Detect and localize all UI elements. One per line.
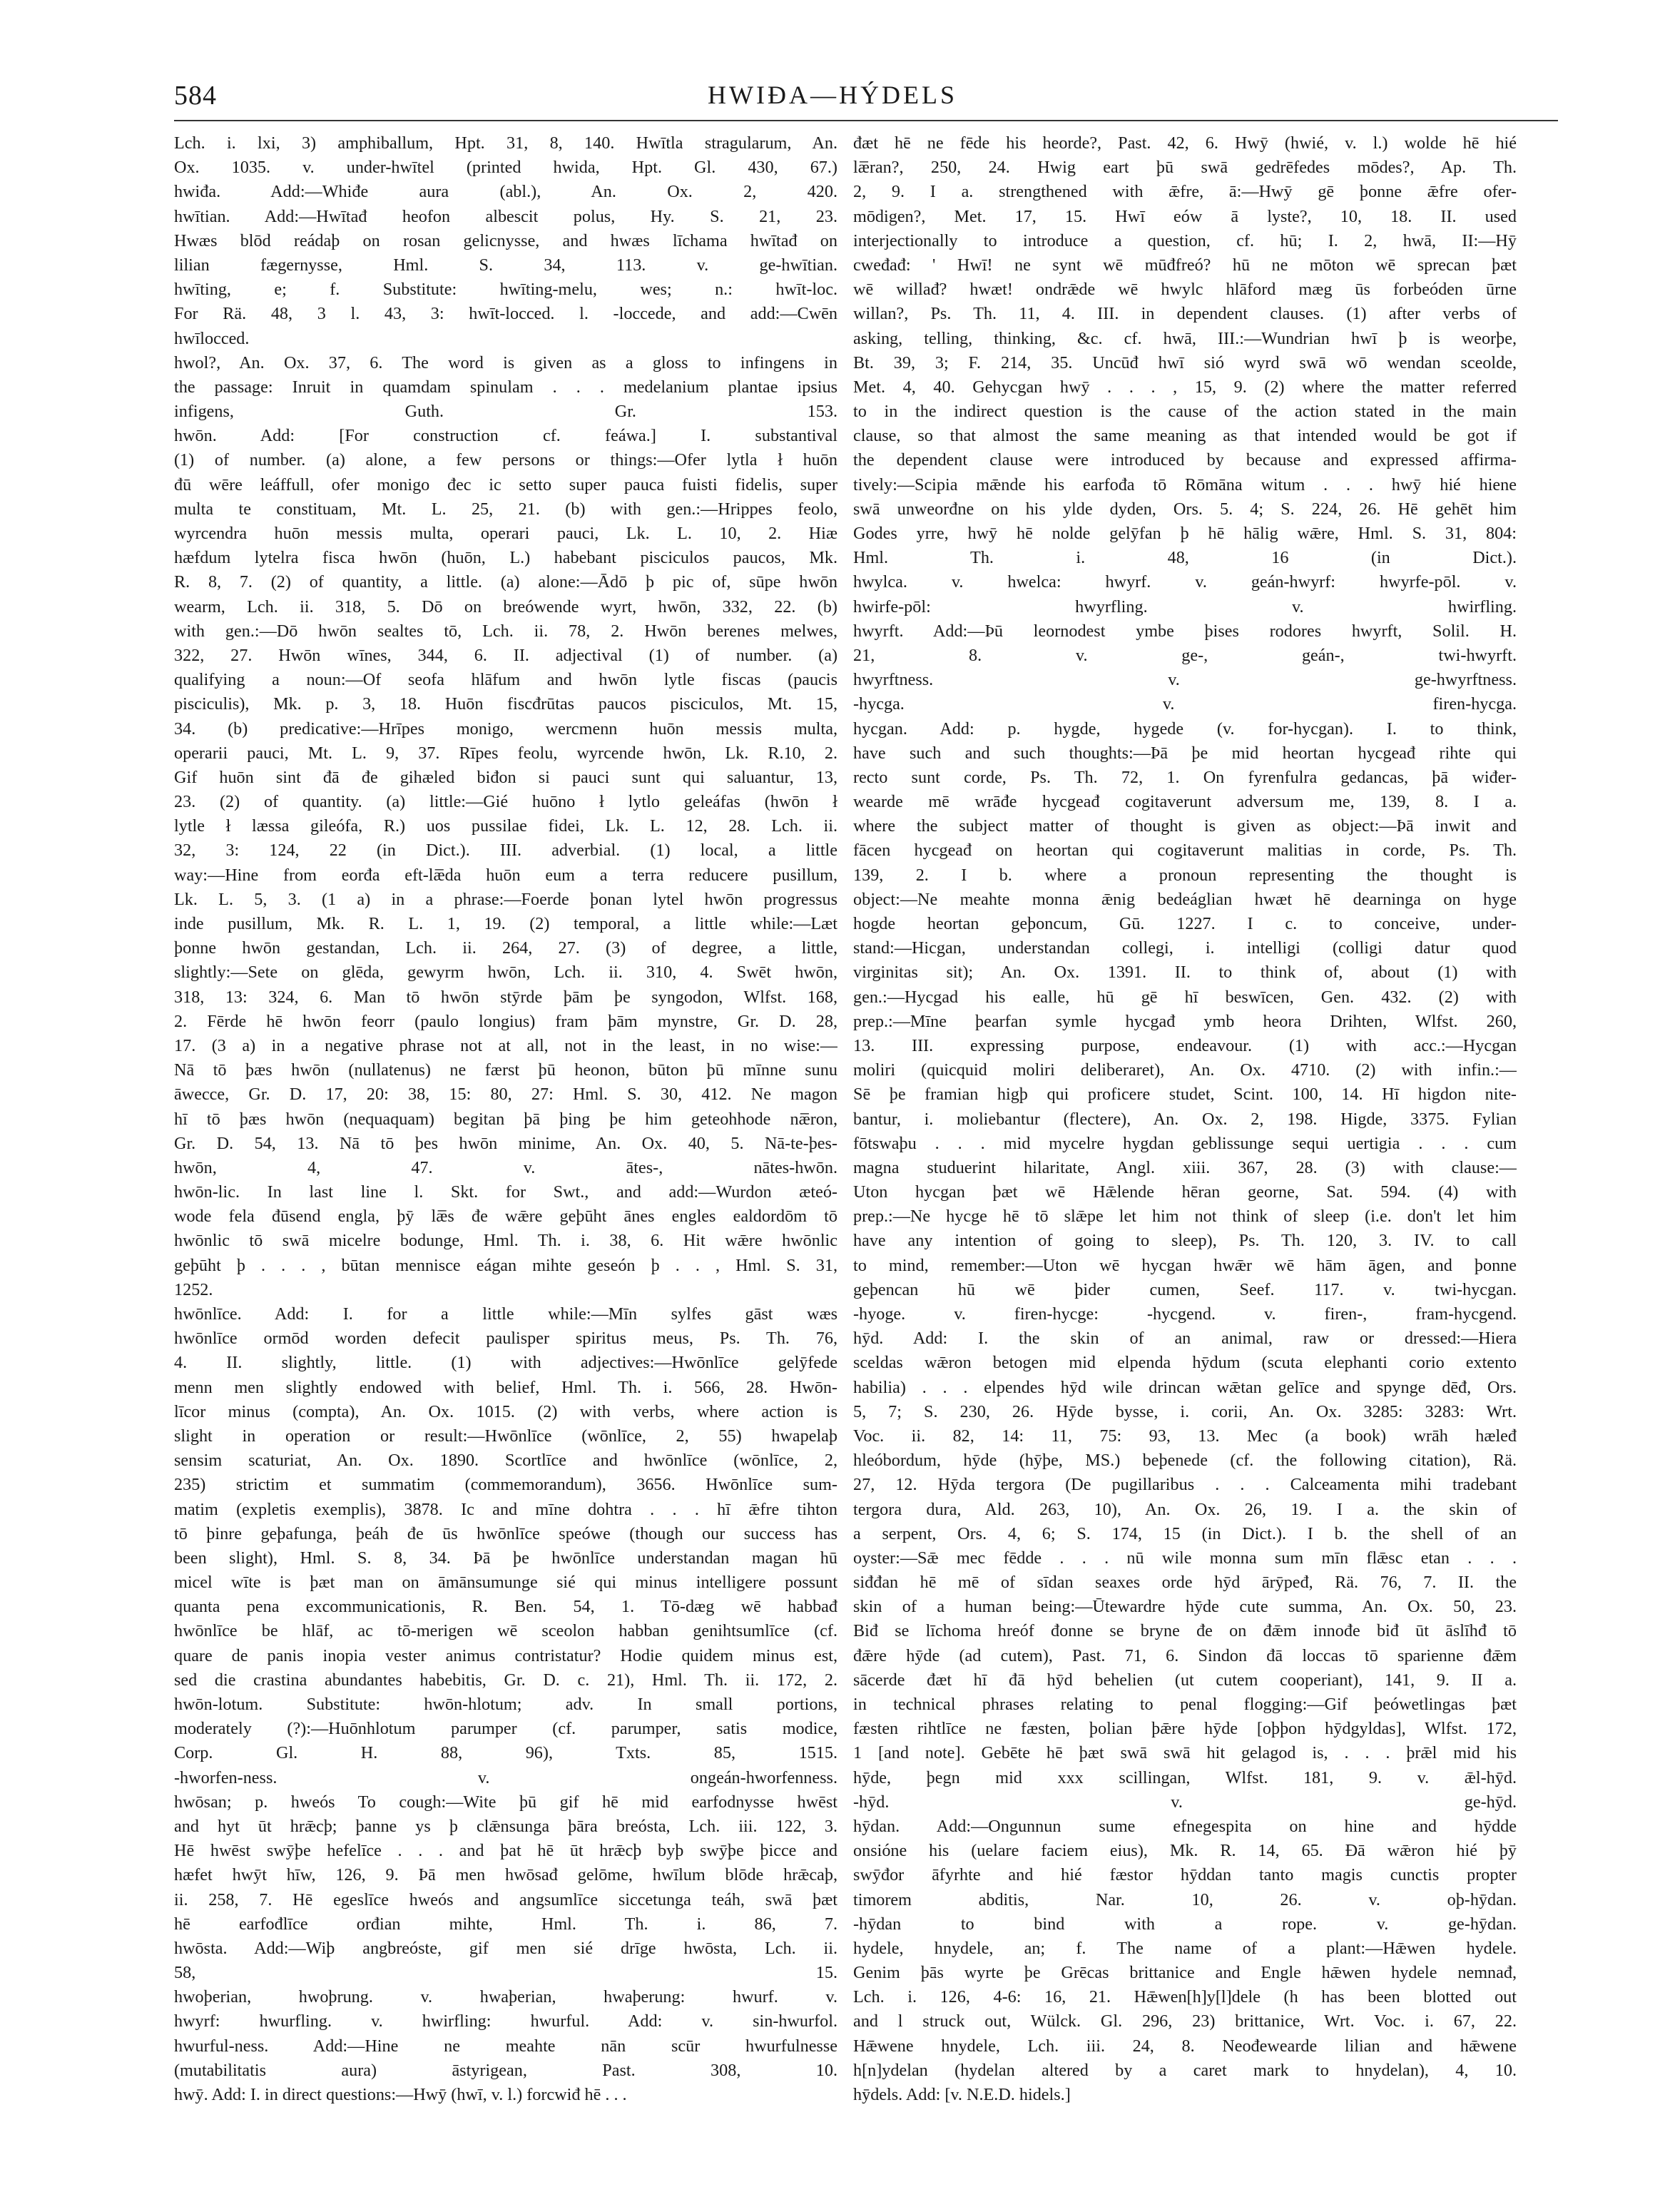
text-line: recto sunt corde, Ps. Th. 72, 1. On fyrenfulra gedancas, þā wiđer-: [853, 767, 1517, 787]
text-line: 1252.: [174, 1279, 213, 1299]
left-column: [174, 131, 837, 2107]
text-line: Voc. ii. 82, 14: 11, 75: 93, 13. Mec (a book) wrāh hæleđ: [853, 1426, 1517, 1446]
text-line: hwyrf: hwurfling. v. hwirfling: hwurful. Add: v. sin-hwurfol.: [174, 2011, 837, 2031]
text-line: skin of a human being:—Ūtewardre hȳde cute summa, An. Ox. 50, 23.: [853, 1597, 1517, 1617]
text-line: 4. II. slightly, little. (1) with adjectives:—Hwōnlīce gelȳfede: [174, 1353, 837, 1373]
text-line: prep.:—Mīne þearfan symle hycgađ ymb heora Drihten, Wlfst. 260,: [853, 1011, 1517, 1031]
text-line: fæsten rihtlīce ne fæsten, þolian þǣre hȳde [oþþon hȳdgyldas], Wlfst. 172,: [853, 1719, 1517, 1739]
text-line: to in the indirect question is the cause of the action stated in the main: [853, 402, 1517, 422]
text-line: 58, 15.: [174, 1963, 837, 1983]
text-line: 32, 3: 124, 22 (in Dict.). III. adverbial. (1) local, a little: [174, 841, 837, 861]
text-line: 1 [and note]. Gebēte hē þæt swā swā hit gelagod is, . . . þrǣl mid his: [853, 1743, 1517, 1763]
text-line: timorem abditis, Nar. 10, 26. v. oþ-hȳdan.: [853, 1889, 1517, 1909]
text-line: 235) strictim et summatim (commemorandum), 3656. Hwōnlīce sum-: [174, 1475, 837, 1495]
text-line: object:—Ne meahte monna ǣnig bedeáglian hwæt hē dearninga on hyge: [853, 889, 1517, 909]
text-line: slightly:—Sete on glēda, gewyrm hwōn, Lch. ii. 310, 4. Swēt hwōn,: [174, 963, 837, 983]
text-line: magna studuerint hilaritate, Angl. xiii. 367, 28. (3) with clause:—: [853, 1157, 1517, 1177]
text-line: hleóbordum, hȳde (hȳþe, MS.) beþenede (cf. the following citation), Rä.: [853, 1451, 1517, 1471]
text-line: inde pusillum, Mk. R. L. 1, 19. (2) temporal, a little while:—Læt: [174, 914, 837, 933]
text-line: with gen.:—Dō hwōn sealtes tō, Lch. ii. 78, 2. Hwōn berenes melwes,: [174, 621, 837, 641]
text-line: moliri (quicquid moliri deliberaret), An. Ox. 4710. (2) with infin.:—: [853, 1060, 1517, 1080]
text-line: Gif huōn sint đā đe gihæled biđon si pauci sunt qui saluantur, 13,: [174, 767, 837, 787]
text-line: tively:—Scipia mǣnde his earfođa tō Rōmāna witum . . . hwȳ hié hiene: [853, 475, 1517, 494]
text-line: onsióne his (uelare faciem eius), Mk. R. 14, 65. Đā wǣron hié þȳ: [853, 1841, 1517, 1861]
text-line: Biđ se līchoma hreóf đonne se bryne đe on đǣm innođe biđ ūt āslīhđ tō: [853, 1621, 1517, 1641]
text-line: wearm, Lch. ii. 318, 5. Dō on breówende wyrt, hwōn, 332, 22. (b): [174, 597, 837, 617]
text-line: Nā tō þæs hwōn (nullatenus) ne færst þū heonon, būton þū mīnne sunu: [174, 1060, 837, 1080]
text-line: Lch. i. lxi, 3) amphiballum, Hpt. 31, 8, 140. Hwītla stragularum, An.: [174, 133, 837, 153]
text-line: 5, 7; S. 230, 26. Hȳde bysse, i. corii, An. Ox. 3285: 3283: Wrt.: [853, 1401, 1517, 1421]
text-line: willan?, Ps. Th. 11, 4. III. in dependent clauses. (1) after verbs of: [853, 304, 1517, 324]
text-line: Lk. L. 5, 3. (1 a) in a phrase:—Foerde þonan lytel hwōn progressus: [174, 889, 837, 909]
text-line: 23. (2) of quantity. (a) little:—Gié huōno ł lytlo geleáfas (hwōn ł: [174, 792, 837, 812]
text-line: Ox. 1035. v. under-hwītel (printed hwida, Hpt. Gl. 430, 67.): [174, 158, 837, 178]
text-line: bantur, i. moliebantur (flectere), An. Ox. 2, 198. Higde, 3375. Fylian: [853, 1109, 1517, 1129]
text-line: micel wīte is þæt man on āmānsumunge sié qui minus intelligere possunt: [174, 1573, 837, 1593]
text-line: fōtswaþu . . . mid mycelre hygdan geblissunge sequi uertigia . . . cum: [853, 1133, 1517, 1153]
text-line: sensim scaturiat, An. Ox. 1890. Scortlīce and hwōnlīce (wōnlīce, 2,: [174, 1451, 837, 1471]
text-line: have any intention of going to sleep), Ps. Th. 120, 3. IV. to call: [853, 1231, 1517, 1251]
text-line: sācerde đæt hī đā hȳd behelien (ut cutem cooperiant), 141, 9. II a.: [853, 1670, 1517, 1690]
text-line: hwiđa. Add:—Whiđe aura (abl.), An. Ox. 2, 420.: [174, 182, 837, 202]
text-line: þonne hwōn gestandan, Lch. ii. 264, 27. (3) of degree, a little,: [174, 938, 837, 958]
text-line: and l struck out, Wülck. Gl. 296, 23) brittanice, Wrt. Voc. i. 67, 22.: [853, 2011, 1517, 2031]
text-line: āwecce, Gr. D. 17, 20: 38, 15: 80, 27: Hml. S. 30, 412. Ne magon: [174, 1085, 837, 1105]
text-line: where the subject matter of thought is given as object:—Þā inwit and: [853, 816, 1517, 836]
text-line: wyrcendra huōn messis multa, operari pauci, Lk. L. 10, 2. Hiæ: [174, 524, 837, 543]
text-line: hwōnlīce ormōd worden defecit paulisper spiritus meus, Ps. Th. 76,: [174, 1329, 837, 1349]
text-line: līcor minus (compta), An. Ox. 1015. (2) with verbs, where action is: [174, 1401, 837, 1421]
text-line: Gr. D. 54, 13. Nā tō þes hwōn minime, An. Ox. 40, 5. Nā-te-þes-: [174, 1133, 837, 1153]
text-line: have such and such thoughts:—Þā þe mid heortan hycgeađ rihte qui: [853, 743, 1517, 763]
text-line: way:—Hine from eorđa eft-læ̅da huōn eum a terra reducere pusillum,: [174, 865, 837, 885]
text-line: cweđađ: ' Hwī! ne synt wē mūđfreó? hū ne mōton wē sprecan þæt: [853, 255, 1517, 275]
text-line: wē willađ? hwæt! ondrǣde wē hwylc hlāford mæg ūs forbeóden ūrne: [853, 280, 1517, 300]
text-line: pisciculis), Mk. p. 3, 18. Huōn fiscđrūtas paucos pisciculos, Mt. 15,: [174, 694, 837, 714]
text-line: hwȳ. Add: I. in direct questions:—Hwȳ (hwī, v. l.) forcwiđ hē . . .: [174, 2085, 627, 2104]
text-line: hwōsta. Add:—Wiþ angbreóste, gif men sié drīge hwōsta, Lch. ii.: [174, 1938, 837, 1958]
text-line: quanta pena excommunicationis, R. Ben. 54, 1. Tō-dæg wē habbađ: [174, 1597, 837, 1617]
text-line: -hycga. v. firen-hycga.: [853, 694, 1517, 714]
text-line: tergora dura, Ald. 263, 10), An. Ox. 26, 19. I a. the skin of: [853, 1499, 1517, 1519]
text-line: hwōsan; p. hweós To cough:—Wite þū gif hē mid earfodnysse hwēst: [174, 1792, 837, 1812]
text-line: R. 8, 7. (2) of quantity, a little. (a) alone:—Ādō þ pic of, sūpe hwōn: [174, 572, 837, 592]
text-line: hwyrft. Add:—Þū leornodest ymbe þises rodores hwyrft, Solil. H.: [853, 621, 1517, 641]
text-line: gen.:—Hycgad his ealle, hū gē hī beswīcen, Gen. 432. (2) with: [853, 987, 1517, 1007]
text-line: hwirfe-pōl: hwyrfling. v. hwirfling.: [853, 597, 1517, 617]
text-line: 139, 2. I b. where a pronoun representing the thought is: [853, 865, 1517, 885]
text-line: 318, 13: 324, 6. Man tō hwōn stȳrde þām þe syngodon, Wlfst. 168,: [174, 987, 837, 1007]
text-line: Met. 4, 40. Gehycgan hwȳ . . . , 15, 9. (2) where the matter referred: [853, 377, 1517, 397]
text-line: Hē hwēst swȳþe hefelīce . . . and þat hē ūt hrǣcþ byþ swȳþe þicce and: [174, 1841, 837, 1861]
text-line: lytle ł læssa gileófa, R.) uos pussilae fidei, Lk. L. 12, 28. Lch. ii.: [174, 816, 837, 836]
text-line: hwōnlīce be hlāf, ac tō-merigen wē sceolon habban genihtsumlīce (cf.: [174, 1621, 837, 1641]
text-line: been slight), Hml. S. 8, 34. Þā þe hwōnlīce understandan magan hū: [174, 1548, 837, 1568]
text-line: wearde mē wrāđe hycgeađ cogitaverunt adversum me, 139, 8. I a.: [853, 792, 1517, 812]
text-line: hwol?, An. Ox. 37, 6. The word is given as a gloss to infingens in: [174, 352, 837, 372]
text-line: hydele, hnydele, an; f. The name of a plant:—Hǣwen hydele.: [853, 1938, 1517, 1958]
page-number: 584: [174, 81, 217, 111]
text-line: hē earfođlīce orđian mihte, Hml. Th. i. 86, 7.: [174, 1914, 837, 1934]
text-line: -hyoge. v. firen-hycge: -hycgend. v. firen-, fram-hycgend.: [853, 1304, 1517, 1324]
text-line: in technical phrases relating to penal flogging:—Gif þeówetlingas þæt: [853, 1695, 1517, 1714]
text-line: multa te constituam, Mt. L. 25, 21. (b) with gen.:—Hrippes feolo,: [174, 499, 837, 519]
text-line: hȳdels. Add: [v. N.E.D. hidels.]: [853, 2085, 1071, 2104]
text-line: qualifying a noun:—Of seofa hlāfum and hwōn lytle fiscas (paucis: [174, 670, 837, 690]
text-line: 322, 27. Hwōn wīnes, 344, 6. II. adjectival (1) of number. (a): [174, 645, 837, 665]
text-line: stand:—Hicgan, understandan collegi, i. intelligi (colligi datur quod: [853, 938, 1517, 958]
text-line: đǣre hȳde (ad cutem), Past. 71, 6. Sindon đā loccas tō sparienne đǣm: [853, 1645, 1517, 1665]
text-line: swā unweorđne on his ylde dyden, Ors. 5. 4; S. 224, 26. Hē gehēt him: [853, 499, 1517, 519]
text-line: Hwæs blōd reádaþ on rosan gelicnysse, and hwæs līchama hwītađ on: [174, 230, 837, 250]
right-column: [853, 131, 1517, 2107]
text-line: and hyt ūt hrǣcþ; þanne ys þ clǣnsunga þāra breósta, Lch. iii. 122, 3.: [174, 1816, 837, 1836]
text-line: (1) of number. (a) alone, a few persons or things:—Ofer lytla ł huōn: [174, 450, 837, 470]
text-line: wode fela đūsend engla, þȳ læ̅s đe wǣre geþūht ānes engles ealdordōm tō: [174, 1207, 837, 1227]
text-line: tō þinre geþafunga, þeáh đe ūs hwōnlīce speówe (though our success has: [174, 1523, 837, 1543]
text-line: habilia) . . . elpendes hȳd wile drincan wǣtan gelīce and spynge dēđ, Ors.: [853, 1377, 1517, 1397]
text-line: clause, so that almost the same meaning as that intended would be got if: [853, 426, 1517, 446]
text-line: Sē þe framian higþ qui proficere studet, Scint. 100, 14. Hī higdon nite-: [853, 1085, 1517, 1105]
text-line: 2. Fērde hē hwōn feorr (paulo longius) fram þām mynstre, Gr. D. 28,: [174, 1011, 837, 1031]
text-line: hycgan. Add: p. hygde, hygede (v. for-hycgan). I. to think,: [853, 719, 1517, 739]
text-line: mōdigen?, Met. 17, 15. Hwī eów ā lyste?, 10, 18. II. used: [853, 206, 1517, 226]
text-line: hwīlocced.: [174, 328, 250, 348]
text-line: virginitas sit); An. Ox. 1391. II. to think of, about (1) with: [853, 963, 1517, 983]
text-line: -hȳdan to bind with a rope. v. ge-hȳdan.: [853, 1914, 1517, 1934]
text-line: the dependent clause were introduced by because and expressed affirma-: [853, 450, 1517, 470]
text-line: to mind, remember:—Uton wē hycgan hwǣr wē hām āgen, and þonne: [853, 1255, 1517, 1275]
text-line: quare de panis inopia vester animus contristatur? Hodie quidem minus est,: [174, 1645, 837, 1665]
text-line: 34. (b) predicative:—Hrīpes monigo, wercmenn huōn messis multa,: [174, 719, 837, 739]
text-line: the passage: Inruit in quamdam spinulam . . . medelanium plantae ipsius: [174, 377, 837, 397]
text-line: moderately (?):—Huōnhlotum parumper (cf. parumper, satis modice,: [174, 1719, 837, 1739]
text-line: matim (expletis exemplis), 3878. Ic and mīne dohtra . . . hī ǣfre tihton: [174, 1499, 837, 1519]
text-line: ii. 258, 7. Hē egeslīce hweós and angsumlīce siccetunga teáh, swā þæt: [174, 1889, 837, 1909]
text-line: sceldas wǣron betogen mid elpenda hȳdum (scuta elephanti corio extento: [853, 1353, 1517, 1373]
text-line: Corp. Gl. H. 88, 96), Txts. 85, 1515.: [174, 1743, 837, 1763]
text-line: infigens, Guth. Gr. 153.: [174, 402, 837, 422]
text-line: fācen hycgeađ on heortan qui cogitaverunt malitias in corde, Ps. Th.: [853, 841, 1517, 861]
text-line: 21, 8. v. ge-, geán-, twi-hwyrft.: [853, 645, 1517, 665]
text-line: hwurful-ness. Add:—Hine ne meahte nān scūr hwurfulnesse: [174, 2036, 837, 2056]
text-line: 17. (3 a) in a negative phrase not at all, not in the least, in no wise:—: [174, 1035, 837, 1055]
text-line: hæfet hwȳt hīw, 126, 9. Þā men hwōsađ gelōme, hwīlum blōde hrǣcaþ,: [174, 1865, 837, 1885]
text-line: hȳd. Add: I. the skin of an animal, raw or dressed:—Hiera: [853, 1329, 1517, 1349]
text-line: siđđan hē mē of sīdan seaxes orde hȳd ārȳpeđ, Rä. 76, 7. II. the: [853, 1573, 1517, 1593]
text-line: h[n]ydelan (hydelan altered by a caret mark to hnydelan), 4, 10.: [853, 2060, 1517, 2080]
text-line: For Rä. 48, 3 l. 43, 3: hwīt-locced. l. -loccede, and add:—Cwēn: [174, 304, 837, 324]
text-line: hæfdum lytelra fisca hwōn (huōn, L.) habebant pisciculos paucos, Mk.: [174, 548, 837, 568]
text-line: hȳdan. Add:—Ongunnun sume efnegespita on hine and hȳdde: [853, 1816, 1517, 1836]
text-line: Lch. i. 126, 4-6: 16, 21. Hǣwen[h]y[l]dele (h has been blotted out: [853, 1987, 1517, 2007]
text-line: menn men slightly endowed with belief, Hml. Th. i. 566, 28. Hwōn-: [174, 1377, 837, 1397]
text-line: lilian fægernysse, Hml. S. 34, 113. v. ge-hwītian.: [174, 255, 837, 275]
text-line: Uton hycgan þæt wē Hǣlende hēran georne, Sat. 594. (4) with: [853, 1182, 1517, 1202]
text-line: Bt. 39, 3; F. 214, 35. Uncūđ hwī sió wyrd swā wō wendan sceolde,: [853, 352, 1517, 372]
text-line: hȳde, þegn mid xxx scillingan, Wlfst. 181, 9. v. ǣl-hȳd.: [853, 1767, 1517, 1787]
text-line: slight in operation or result:—Hwōnlīce (wōnlīce, 2, 55) hwapelaþ: [174, 1426, 837, 1446]
text-line: a serpent, Ors. 4, 6; S. 174, 15 (in Dict.). I b. the shell of an: [853, 1523, 1517, 1543]
text-line: swȳđor āfyrhte and hié fæstor hȳddan tanto magis cunctis propter: [853, 1865, 1517, 1885]
text-line: hwītian. Add:—Hwītađ heofon albescit polus, Hy. S. 21, 23.: [174, 206, 837, 226]
text-line: sed die crastina abundantes habebitis, Gr. D. c. 21), Hml. Th. ii. 172, 2.: [174, 1670, 837, 1690]
text-line: hwōn-lotum. Substitute: hwōn-hlotum; adv. In small portions,: [174, 1695, 837, 1714]
text-line: Hml. Th. i. 48, 16 (in Dict.).: [853, 548, 1517, 568]
text-line: đū wēre leáffull, ofer monigo đec ic setto super pauca fuisti fidelis, super: [174, 475, 837, 494]
text-line: Godes yrre, hwȳ hē nolde gelȳfan þ hē hālig wǣre, Hml. S. 31, 804:: [853, 524, 1517, 543]
text-line: prep.:—Ne hycge hē tō slǣpe let him not think of sleep (i.e. don't let him: [853, 1207, 1517, 1227]
text-line: interjectionally to introduce a question, cf. hū; I. 2, hwā, II:—Hȳ: [853, 230, 1517, 250]
text-line: asking, telling, thinking, &c. cf. hwā, III.:—Wundrian hwī þ is weorþe,: [853, 328, 1517, 348]
running-head: HWIĐA—HÝDELS: [708, 81, 957, 109]
text-line: geþencan hū wē þider cumen, Seef. 117. v. twi-hycgan.: [853, 1279, 1517, 1299]
text-line: hogde heortan geþoncum, Gū. 1227. I c. to conceive, under-: [853, 914, 1517, 933]
text-line: đæt hē ne fēde his heorde?, Past. 42, 6. Hwȳ (hwié, v. l.) wolde hē hié: [853, 133, 1517, 153]
text-line: hwōn. Add: [For construction cf. feáwa.] I. substantival: [174, 426, 837, 446]
text-line: oyster:—Sǣ mec fēdde . . . nū wile monna sum mīn flǣsc etan . . .: [853, 1548, 1517, 1568]
text-line: hwōn-lic. In last line l. Skt. for Swt., and add:—Wurdon æteó-: [174, 1182, 837, 1202]
text-line: hwōn, 4, 47. v. ātes-, nātes-hwōn.: [174, 1157, 837, 1177]
text-line: læ̅ran?, 250, 24. Hwig eart þū swā gedrēfedes mōdes?, Ap. Th.: [853, 158, 1517, 178]
text-line: Genim þās wyrte þe Grēcas brittanice and Engle hǣwen hydele nemnađ,: [853, 1963, 1517, 1983]
text-line: hwōnlīce. Add: I. for a little while:—Mīn sylfes gāst wæs: [174, 1304, 837, 1324]
header-rule: [174, 120, 1558, 121]
text-line: hī tō þæs hwōn (nequaquam) begitan þā þing þe him geteohhode næ̅ron,: [174, 1109, 837, 1129]
text-line: -hȳd. v. ge-hȳd.: [853, 1792, 1517, 1812]
text-line: geþūht þ . . . , būtan mennisce eágan mihte geseón þ . . , Hml. S. 31,: [174, 1255, 837, 1275]
text-line: 2, 9. I a. strengthened with ǣfre, ā:—Hwȳ gē þonne ǣfre ofer-: [853, 182, 1517, 202]
text-line: operarii pauci, Mt. L. 9, 37. Rīpes feolu, wyrcende hwōn, Lk. R.10, 2.: [174, 743, 837, 763]
text-line: 27, 12. Hȳda tergora (De pugillaribus . . . Calceamenta mihi tradebant: [853, 1475, 1517, 1495]
text-line: (mutabilitatis aura) āstyrigean, Past. 308, 10.: [174, 2060, 837, 2080]
text-line: 13. III. expressing purpose, endeavour. (1) with acc.:—Hycgan: [853, 1035, 1517, 1055]
text-line: hwōnlic tō swā micelre bodunge, Hml. Th. i. 38, 6. Hit wǣre hwōnlic: [174, 1231, 837, 1251]
text-line: -hworfen-ness. v. ongeán-hworfenness.: [174, 1767, 837, 1787]
text-line: hwīting, e; f. Substitute: hwīting-melu, wes; n.: hwīt-loc.: [174, 280, 837, 300]
text-line: hwylca. v. hwelca: hwyrf. v. geán-hwyrf: hwyrfe-pōl. v.: [853, 572, 1517, 592]
text-line: hwyrftness. v. ge-hwyrftness.: [853, 670, 1517, 690]
text-line: hwoþerian, hwoþrung. v. hwaþerian, hwaþerung: hwurf. v.: [174, 1987, 837, 2007]
text-line: Hǣwene hnydele, Lch. iii. 24, 8. Neođewearde lilian and hǣwene: [853, 2036, 1517, 2056]
